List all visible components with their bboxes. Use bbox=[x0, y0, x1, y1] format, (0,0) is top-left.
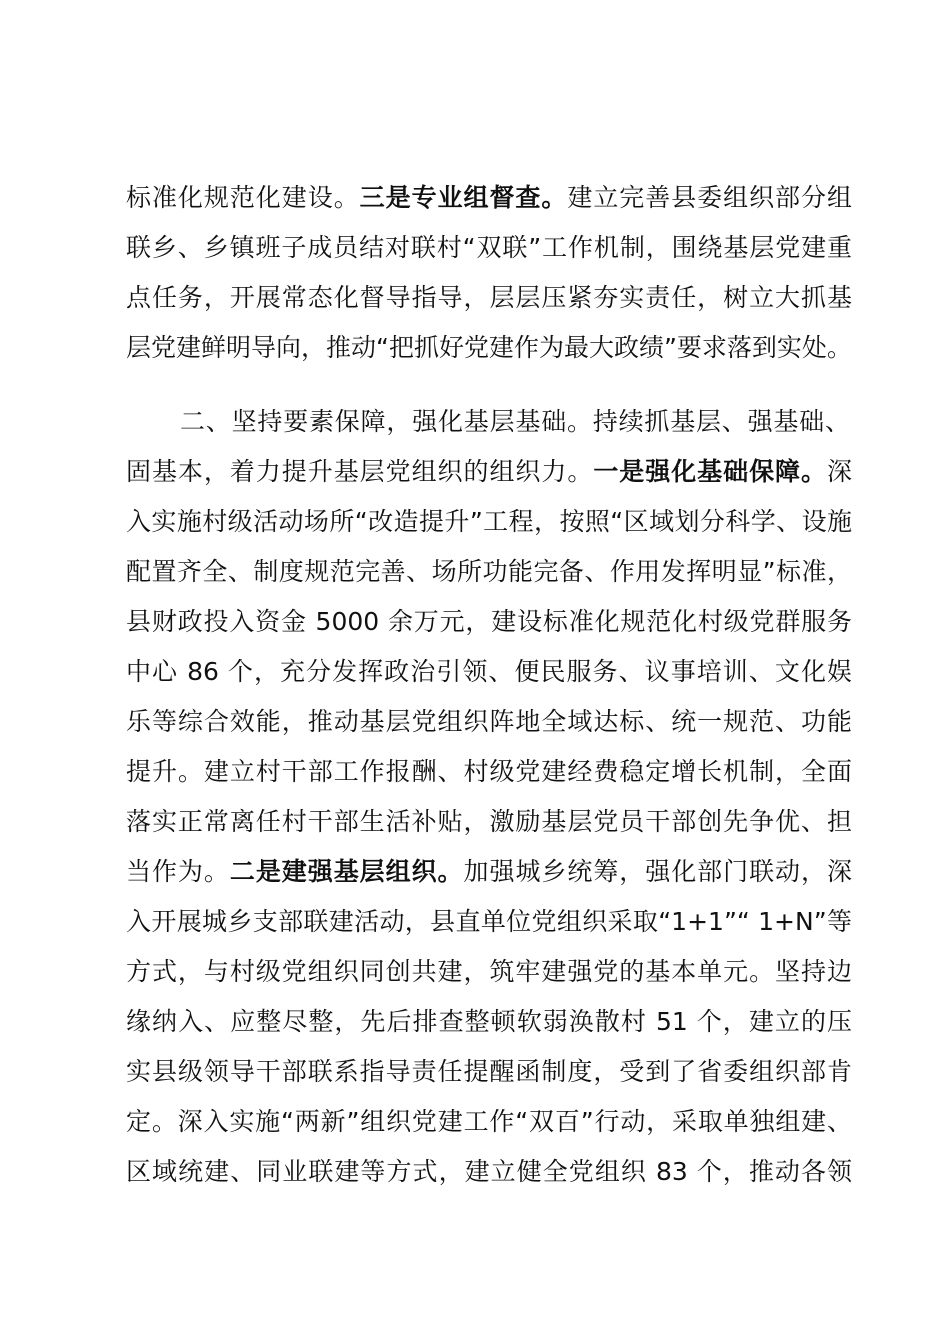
text-run: 层党建鲜明导向，推动“把抓好党建作为最大政绩”要求落到实处。 bbox=[126, 333, 852, 362]
text-line bbox=[126, 702, 852, 742]
text-line bbox=[126, 1102, 852, 1142]
text-run: 联乡、乡镇班子成员结对联村“双联”工作机制，围绕基层党建重 bbox=[126, 233, 852, 262]
text-run: 入开展城乡支部联建活动，县直单位党组织采取“1+1”“ 1+N”等 bbox=[126, 907, 852, 936]
text-run: 乐等综合效能，推动基层党组织阵地全域达标、统一规范、功能 bbox=[126, 707, 852, 736]
text-line bbox=[126, 552, 852, 592]
text-line bbox=[126, 952, 852, 992]
text-line bbox=[126, 452, 852, 492]
text-run: 建立完善县委组织部分组 bbox=[567, 183, 852, 212]
text-run: 落实正常离任村干部生活补贴，激励基层党员干部创先争优、担 bbox=[126, 807, 852, 836]
text-run: 点任务，开展常态化督导指导，层层压紧夯实责任，树立大抓基 bbox=[126, 283, 852, 312]
text-line bbox=[126, 752, 852, 792]
text-run: 实县级领导干部联系指导责任提醒函制度，受到了省委组织部肯 bbox=[126, 1057, 852, 1086]
text-line bbox=[126, 652, 852, 692]
text-run: 缘纳入、应整尽整，先后排查整顿软弱涣散村 51 个，建立的压 bbox=[126, 1007, 852, 1036]
text-run: 县财政投入资金 5000 余万元，建设标准化规范化村级党群服务 bbox=[126, 607, 852, 636]
text-line bbox=[126, 278, 852, 318]
text-line bbox=[126, 802, 852, 842]
text-line bbox=[126, 1152, 852, 1192]
bold-heading: 三是专业组督查。 bbox=[359, 183, 568, 212]
text-line bbox=[126, 902, 852, 942]
bold-heading: 一是强化基础保障。 bbox=[593, 457, 827, 486]
text-run: 当作为。 bbox=[126, 857, 230, 886]
text-run: 定。深入实施“两新”组织党建工作“双百”行动，采取单独组建、 bbox=[126, 1107, 852, 1136]
text-line bbox=[126, 228, 852, 268]
text-run: 入实施村级活动场所“改造提升”工程，按照“区域划分科学、设施 bbox=[126, 507, 852, 536]
text-run: 提升。建立村干部工作报酬、村级党建经费稳定增长机制，全面 bbox=[126, 757, 852, 786]
text-line bbox=[126, 1052, 852, 1092]
text-run: 配置齐全、制度规范完善、场所功能完备、作用发挥明显”标准， bbox=[126, 557, 852, 586]
text-run: 加强城乡统筹，强化部门联动，深 bbox=[463, 857, 852, 886]
text-run: 固基本，着力提升基层党组织的组织力。 bbox=[126, 457, 594, 486]
text-run: 中心 86 个，充分发挥政治引领、便民服务、议事培训、文化娱 bbox=[126, 657, 852, 686]
text-run: 标准化规范化建设。 bbox=[126, 183, 360, 212]
text-run: 方式，与村级党组织同创共建，筑牢建强党的基本单元。坚持边 bbox=[126, 957, 852, 986]
text-line bbox=[126, 602, 852, 642]
text-line bbox=[126, 328, 852, 368]
text-line bbox=[126, 178, 852, 218]
bold-heading: 二是建强基层组织。 bbox=[229, 857, 464, 886]
text-line bbox=[180, 402, 850, 442]
text-run: 深 bbox=[826, 457, 852, 486]
text-line bbox=[126, 1002, 852, 1042]
text-run: 区域统建、同业联建等方式，建立健全党组织 83 个，推动各领 bbox=[126, 1157, 852, 1186]
text-run: 二、坚持要素保障，强化基层基础。持续抓基层、强基础、 bbox=[180, 407, 850, 436]
text-line bbox=[126, 852, 852, 892]
text-line bbox=[126, 502, 852, 542]
